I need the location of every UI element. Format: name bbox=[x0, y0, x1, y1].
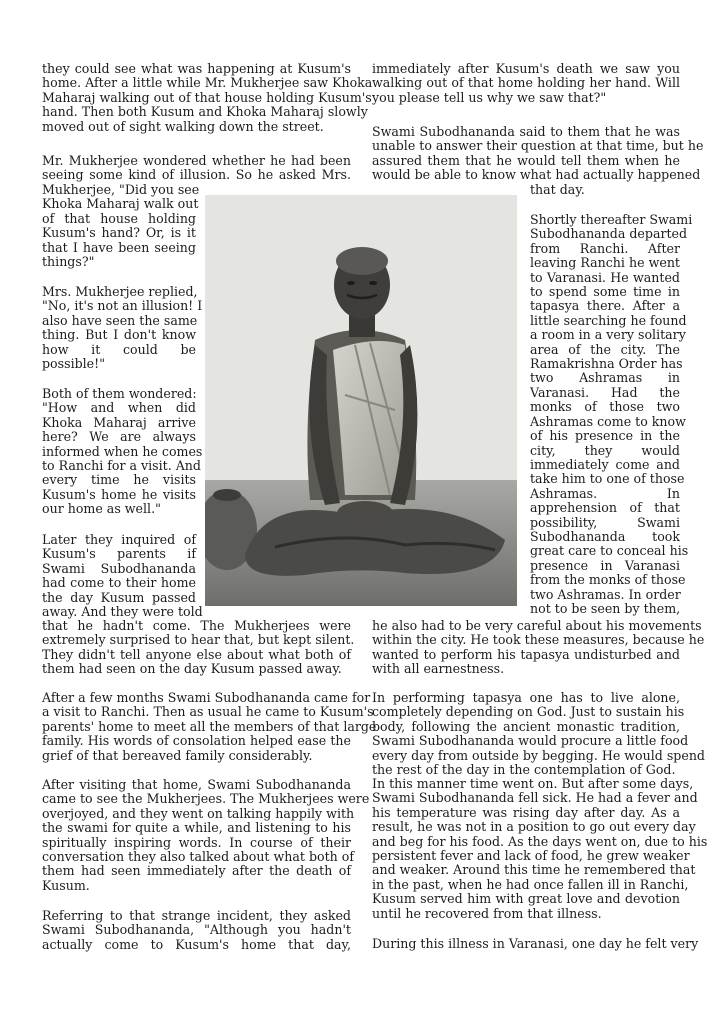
text-line: completely depending on God. Just to sustain his bbox=[372, 704, 685, 720]
left-paragraph-5-wide bbox=[42, 618, 355, 677]
text-line: with all earnestness. bbox=[372, 661, 505, 677]
right-paragraph-1 bbox=[372, 62, 680, 105]
monk-photograph bbox=[205, 195, 517, 606]
text-line: how it could be bbox=[42, 341, 196, 357]
left-column bbox=[42, 61, 373, 134]
text-line: immediately come and bbox=[530, 456, 680, 472]
text-line: Subodhananda departed bbox=[530, 226, 688, 242]
text-line: Kusum served him with great love and devotion bbox=[372, 891, 680, 907]
text-line: area of the city. The bbox=[530, 341, 680, 357]
text-line: them had seen on the day Kusum passed away. bbox=[42, 661, 342, 677]
text-line: parents' home to meet all the members of that large bbox=[42, 718, 377, 734]
text-line: to Ranchi for a visit. And bbox=[42, 458, 201, 474]
right-paragraph-4 bbox=[372, 690, 705, 778]
text-line: unable to answer their question at that time, but he bbox=[372, 138, 704, 154]
left-paragraph-3 bbox=[42, 284, 203, 372]
text-line: the rest of the day in the contemplation of God. bbox=[372, 762, 676, 778]
text-line: two Ashramas. In order bbox=[530, 586, 681, 602]
text-line: Swami Subodhananda, "Although you hadn't bbox=[42, 922, 351, 938]
text-line: "No, it's not an illusion! I bbox=[42, 298, 203, 314]
text-line: spiritually inspiring words. In course of their bbox=[42, 834, 351, 850]
text-line: result, he was not in a position to go out every day bbox=[372, 819, 696, 835]
text-line: the swami for quite a while, and listening to his bbox=[42, 820, 351, 836]
text-line: every time he visits bbox=[42, 472, 196, 488]
text-line: to spend some time in bbox=[530, 284, 680, 300]
text-line: from the monks of those bbox=[530, 572, 686, 588]
text-line: Mrs. Mukherjee replied, bbox=[42, 284, 198, 299]
text-line: Both of them wondered: bbox=[42, 386, 197, 401]
text-line: walking out of that home holding her hand. Will bbox=[372, 75, 680, 91]
text-line: within the city. He took these measures, because he bbox=[372, 632, 705, 648]
text-line: wanted to perform his tapasya undisturbed and bbox=[372, 646, 680, 662]
text-line: During this illness in Varanasi, one day he felt very bbox=[372, 936, 699, 951]
text-line: a room in a very solitary bbox=[530, 327, 686, 343]
text-line: Swami Subodhananda would procure a little food bbox=[372, 733, 689, 749]
text-line: body, following the ancient monastic tradition, bbox=[372, 718, 680, 734]
text-line: take him to one of those bbox=[530, 471, 685, 487]
text-line: Later they inquired of bbox=[42, 532, 196, 547]
right-paragraph-2-tail bbox=[530, 183, 680, 197]
text-line: Khoka Maharaj walk out bbox=[42, 196, 199, 212]
text-line: from Ranchi. After bbox=[530, 240, 680, 256]
text-line: to Varanasi. He wanted bbox=[530, 269, 680, 285]
text-line: that day. bbox=[530, 182, 585, 197]
text-line: Swami Subodhananda bbox=[42, 560, 196, 576]
text-line: persistent fever and lack of food, he grew weaker bbox=[372, 848, 690, 864]
text-line: Varanasi. Had the bbox=[530, 384, 680, 400]
text-line: little searching he found bbox=[530, 312, 687, 328]
right-paragraph-2 bbox=[372, 124, 704, 183]
text-line: In performing tapasya one has to live alone, bbox=[372, 690, 680, 705]
text-line: great care to conceal his bbox=[530, 543, 689, 559]
left-paragraph-7 bbox=[42, 777, 370, 893]
left-paragraph-2 bbox=[42, 154, 351, 183]
text-line: Ramakrishna Order has bbox=[530, 356, 683, 372]
text-line: Swami Subodhananda fell sick. He had a fever and bbox=[372, 790, 698, 806]
text-line: Shortly thereafter Swami bbox=[530, 212, 693, 227]
left-paragraph-1 bbox=[42, 61, 373, 134]
text-line: the day Kusum passed bbox=[42, 589, 196, 605]
text-line: possible!" bbox=[42, 356, 105, 372]
text-line: conversation they also talked about what both of bbox=[42, 849, 355, 865]
text-line: actually come to Kusum's home that day, bbox=[42, 936, 351, 952]
text-line: Mukherjee, "Did you see bbox=[42, 182, 200, 197]
text-line: monks of those two bbox=[530, 399, 680, 415]
text-line: them had seen immediately after the death of bbox=[42, 863, 351, 879]
text-line: possibility, Swami bbox=[530, 514, 680, 530]
text-line: tapasya there. After a bbox=[530, 298, 680, 314]
left-paragraph-2-narrow bbox=[42, 182, 200, 270]
text-line: they could see what was happening at Kusum's bbox=[42, 61, 351, 76]
text-line: In this manner time went on. But after some days, bbox=[372, 776, 694, 791]
text-line: our home as well." bbox=[42, 501, 161, 517]
right-paragraph-3-narrow bbox=[530, 212, 693, 616]
text-line: here? We are always bbox=[42, 429, 196, 445]
text-line: family. His words of consolation helped ease the bbox=[42, 733, 351, 749]
text-line: not to be seen by them, bbox=[530, 600, 681, 616]
left-paragraph-5-narrow bbox=[42, 532, 203, 620]
text-line: every day from outside by begging. He would spend bbox=[372, 747, 705, 763]
text-line: Kusum's parents if bbox=[42, 546, 196, 562]
text-line: seeing some kind of illusion. So he asked Mrs. bbox=[42, 167, 351, 183]
text-line: presence in Varanasi bbox=[530, 557, 680, 573]
left-paragraph-8 bbox=[42, 909, 351, 952]
text-line: Kusum's home he visits bbox=[42, 486, 196, 502]
text-line: After visiting that home, Swami Subodhananda bbox=[42, 777, 351, 792]
text-line: Swami Subodhananda said to them that he was bbox=[372, 124, 680, 139]
text-line: had come to their home bbox=[42, 575, 196, 591]
text-line: "How and when did bbox=[42, 400, 196, 416]
text-line: and weaker. Around this time he remembered that bbox=[372, 862, 696, 878]
text-line: moved out of sight walking down the street. bbox=[42, 118, 324, 134]
text-line: that I have been seeing bbox=[42, 239, 196, 255]
text-line: Kusum. bbox=[42, 877, 90, 893]
text-line: Subodhananda took bbox=[530, 528, 680, 544]
text-line: of his presence in the bbox=[530, 428, 680, 444]
text-line: hand. Then both Kusum and Khoka Maharaj slowly bbox=[42, 104, 368, 120]
text-line: leaving Ranchi he went bbox=[530, 255, 680, 271]
text-line: Ashramas come to know bbox=[530, 413, 686, 429]
text-line: After a few months Swami Subodhananda came for bbox=[42, 690, 371, 705]
text-line: Referring to that strange incident, they asked bbox=[42, 908, 351, 923]
text-line: Mr. Mukherjee wondered whether he had been bbox=[42, 153, 351, 168]
text-line: apprehension of that bbox=[530, 500, 680, 516]
seated-monk-image bbox=[205, 195, 517, 606]
text-line: would be able to know what had actually happened bbox=[372, 167, 701, 183]
text-line: immediately after Kusum's death we saw you bbox=[372, 61, 680, 76]
text-line: overjoyed, and they went on talking happily with bbox=[42, 805, 355, 821]
text-line: home. After a little while Mr. Mukherjee saw Khoka bbox=[42, 75, 373, 91]
right-paragraph-3-wide bbox=[372, 618, 705, 677]
text-line: Maharaj walking out of that house holding Kusum's bbox=[42, 89, 372, 105]
left-paragraph-6 bbox=[42, 690, 377, 763]
text-line: until he recovered from that illness. bbox=[372, 905, 602, 921]
text-line: informed when he comes bbox=[42, 443, 203, 459]
text-line: came to see the Mukherjees. The Mukherjees were bbox=[42, 791, 370, 807]
text-line: Khoka Maharaj arrive bbox=[42, 414, 196, 430]
text-line: two Ashramas in bbox=[530, 370, 680, 386]
left-paragraph-4 bbox=[42, 386, 203, 517]
text-line: city, they would bbox=[530, 442, 680, 458]
text-line: and beg for his food. As the days went on, due to his bbox=[372, 833, 708, 849]
right-paragraph-6 bbox=[372, 936, 699, 951]
text-line: his temperature was rising day after day. As a bbox=[372, 804, 680, 820]
text-line: that he hadn't come. The Mukherjees were bbox=[42, 618, 351, 633]
text-line: thing. But I don't know bbox=[42, 327, 196, 343]
text-line: a visit to Ranchi. Then as usual he came to Kusum's bbox=[42, 704, 374, 720]
text-line: grief of that bereaved family considerably. bbox=[42, 747, 313, 763]
text-line: things?" bbox=[42, 254, 95, 270]
text-line: away. And they were told bbox=[42, 604, 203, 620]
text-line: assured them that he would tell them when he bbox=[372, 152, 680, 168]
text-line: extremely surprised to hear that, but kept silent. bbox=[42, 632, 355, 648]
text-line: he also had to be very careful about his movements bbox=[372, 618, 702, 633]
text-line: Kusum's hand? Or, is it bbox=[42, 225, 196, 241]
text-line: in the past, when he had once fallen ill in Ranchi, bbox=[372, 876, 689, 892]
text-line: of that house holding bbox=[42, 210, 196, 226]
text-line: They didn't tell anyone else about what both of bbox=[42, 646, 351, 662]
right-paragraph-5 bbox=[372, 776, 708, 921]
text-line: you please tell us why we saw that?" bbox=[372, 89, 607, 105]
text-line: Ashramas. In bbox=[530, 485, 680, 501]
text-line: also have seen the same bbox=[42, 312, 198, 328]
